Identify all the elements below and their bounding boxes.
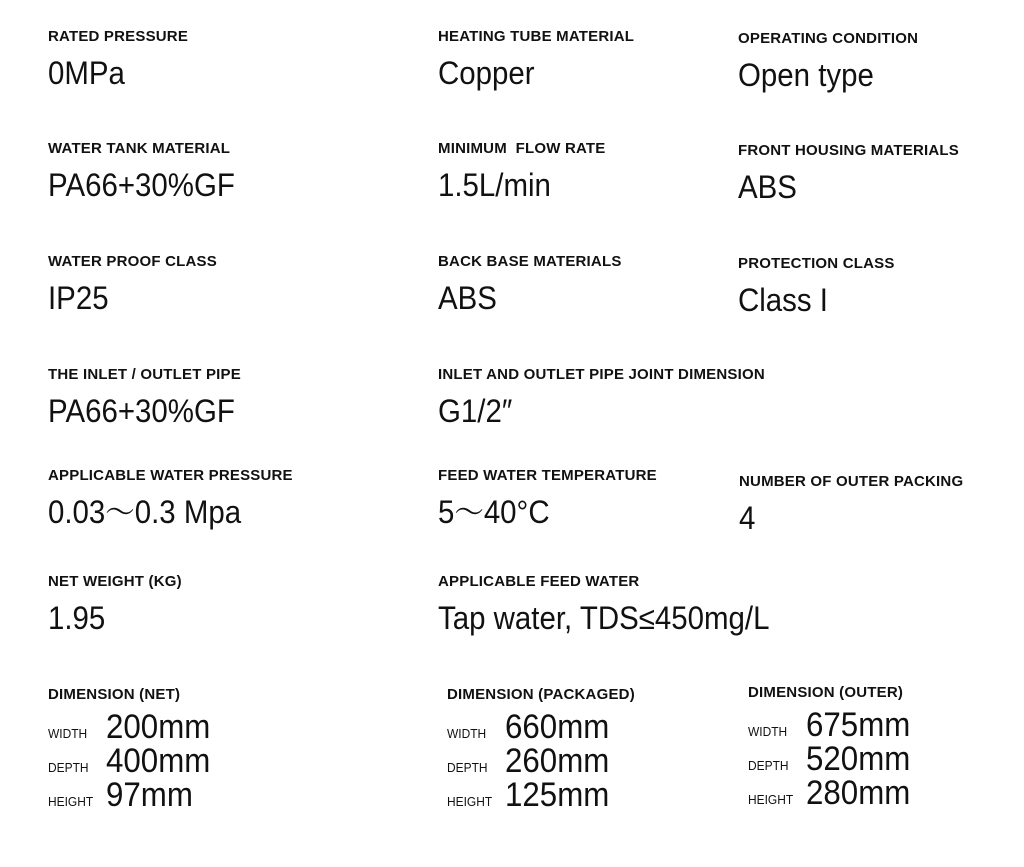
spec-value: 1.95 xyxy=(48,600,106,636)
dimension-key: DEPTH xyxy=(447,760,488,775)
spec-value: Open type xyxy=(738,57,874,93)
spec-value: ABS xyxy=(738,169,797,205)
dimension-value: 260mm xyxy=(505,742,610,780)
spec-value: PA66+30%GF xyxy=(48,393,235,429)
spec-front-housing-materials xyxy=(738,142,959,205)
dimension-label: DIMENSION (OUTER) xyxy=(748,684,904,701)
spec-back-base-materials xyxy=(438,253,622,316)
spec-label: NET WEIGHT (KG) xyxy=(48,573,182,590)
dimension-net xyxy=(48,686,219,812)
dimension-key: HEIGHT xyxy=(48,794,94,809)
spec-value: Tap water, TDS≤450mg/L xyxy=(438,600,770,636)
spec-water-tank-material xyxy=(48,140,251,203)
dimension-key: WIDTH xyxy=(48,726,88,741)
spec-label: FRONT HOUSING MATERIALS xyxy=(738,142,959,159)
spec-heating-tube-material xyxy=(438,28,634,91)
spec-label: APPLICABLE WATER PRESSURE xyxy=(48,467,293,484)
spec-value: Class I xyxy=(738,282,828,318)
spec-value: 5～40°C xyxy=(438,494,550,530)
spec-value: 0MPa xyxy=(48,55,125,91)
spec-label: BACK BASE MATERIALS xyxy=(438,253,622,270)
dimension-height-row xyxy=(48,778,219,812)
dimension-value: 675mm xyxy=(806,706,911,744)
dimension-key: DEPTH xyxy=(48,760,89,775)
spec-value: IP25 xyxy=(48,280,109,316)
spec-label: PROTECTION CLASS xyxy=(738,255,895,272)
dimension-value: 520mm xyxy=(806,740,911,778)
dimension-depth-row xyxy=(48,744,219,778)
spec-inlet-outlet-pipe xyxy=(48,366,251,429)
spec-label: INLET AND OUTLET PIPE JOINT DIMENSION xyxy=(438,366,765,383)
spec-value: 0.03～0.3 Mpa xyxy=(48,494,242,530)
spec-minimum-flow-rate xyxy=(438,140,605,203)
spec-value: ABS xyxy=(438,280,497,316)
spec-label: WATER PROOF CLASS xyxy=(48,253,217,270)
spec-label: RATED PRESSURE xyxy=(48,28,189,45)
spec-label: WATER TANK MATERIAL xyxy=(48,140,231,157)
dimension-key: WIDTH xyxy=(447,726,487,741)
spec-number-outer-packing xyxy=(739,473,963,536)
spec-protection-class xyxy=(738,255,895,318)
dimension-value: 400mm xyxy=(106,742,211,780)
dimension-width-row xyxy=(748,708,919,742)
dimension-value: 280mm xyxy=(806,774,911,812)
spec-pipe-joint-dimension xyxy=(438,366,765,429)
spec-feed-water-temperature xyxy=(438,467,657,530)
dimension-width-row xyxy=(447,710,635,744)
dimension-value: 97mm xyxy=(106,776,193,814)
dimension-key: WIDTH xyxy=(748,724,788,739)
spec-net-weight xyxy=(48,573,182,636)
spec-rated-pressure xyxy=(48,28,188,91)
dimension-label: DIMENSION (PACKAGED) xyxy=(447,686,635,703)
dimension-key: HEIGHT xyxy=(447,794,493,809)
spec-value: 1.5L/min xyxy=(438,167,551,203)
spec-label: FEED WATER TEMPERATURE xyxy=(438,467,657,484)
dimension-depth-row xyxy=(447,744,635,778)
spec-label: HEATING TUBE MATERIAL xyxy=(438,28,635,45)
spec-label: APPLICABLE FEED WATER xyxy=(438,573,640,590)
spec-applicable-feed-water xyxy=(438,573,798,636)
spec-label: THE INLET / OUTLET PIPE xyxy=(48,366,241,383)
spec-value: PA66+30%GF xyxy=(48,167,235,203)
spec-applicable-water-pressure xyxy=(48,467,293,530)
spec-water-proof-class xyxy=(48,253,217,316)
dimension-key: HEIGHT xyxy=(748,792,794,807)
dimension-depth-row xyxy=(748,742,919,776)
dimension-outer xyxy=(748,684,919,810)
spec-value: 4 xyxy=(739,500,756,536)
dimension-key: DEPTH xyxy=(748,758,789,773)
dimension-height-row xyxy=(447,778,635,812)
dimension-value: 200mm xyxy=(106,708,211,746)
spec-label: MINIMUM FLOW RATE xyxy=(438,140,606,157)
spec-operating-condition xyxy=(738,30,918,93)
spec-value: Copper xyxy=(438,55,535,91)
spec-label: OPERATING CONDITION xyxy=(738,30,919,47)
dimension-packaged xyxy=(447,686,635,812)
dimension-value: 660mm xyxy=(505,708,610,746)
dimension-value: 125mm xyxy=(505,776,610,814)
spec-label: NUMBER OF OUTER PACKING xyxy=(739,473,964,490)
spec-value: G1/2″ xyxy=(438,393,513,429)
dimension-label: DIMENSION (NET) xyxy=(48,686,181,703)
dimension-height-row xyxy=(748,776,919,810)
dimension-width-row xyxy=(48,710,219,744)
